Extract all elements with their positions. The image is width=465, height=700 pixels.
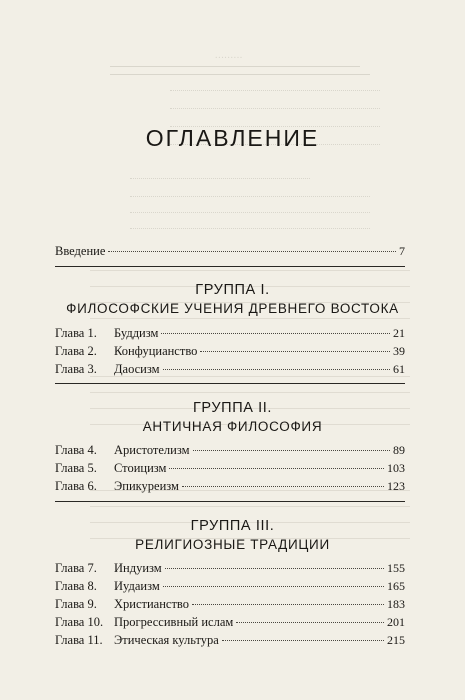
dot-leader <box>192 604 384 605</box>
divider-rule <box>55 501 405 502</box>
toc-page-number: 165 <box>387 579 405 593</box>
group-subtitle: АНТИЧНАЯ ФИЛОСОФИЯ <box>142 419 323 434</box>
toc-page-number: 39 <box>393 344 405 358</box>
chapter-number: Глава 7. <box>55 561 97 575</box>
chapter-title: Прогрессивный ислам <box>114 615 234 629</box>
divider-rule <box>55 266 405 267</box>
toc-entry-chapter-2 <box>55 344 405 362</box>
dot-leader <box>200 351 390 352</box>
chapter-title: Аристотелизм <box>114 443 190 457</box>
group-subtitle: ФИЛОСОФСКИЕ УЧЕНИЯ ДРЕВНЕГО ВОСТОКА <box>66 301 399 316</box>
chapter-number: Глава 8. <box>55 579 97 593</box>
dot-leader <box>193 450 390 451</box>
toc-page-number: 103 <box>387 461 405 475</box>
divider-rule <box>55 383 405 384</box>
chapter-number: Глава 2. <box>55 344 97 358</box>
chapter-number: Глава 3. <box>55 362 97 376</box>
toc-page-number: 123 <box>387 479 405 493</box>
dot-leader <box>222 640 384 641</box>
dot-leader <box>163 586 384 587</box>
toc-page-number: 155 <box>387 561 405 575</box>
dot-leader <box>236 622 384 623</box>
chapter-title: Буддизм <box>114 326 159 340</box>
toc-entry-chapter-5 <box>55 461 405 479</box>
group-heading: ГРУППА II. <box>192 400 273 416</box>
chapter-number: Глава 6. <box>55 479 97 493</box>
toc-entry-chapter-4 <box>55 443 405 461</box>
toc-entry-label: Введение <box>55 244 106 258</box>
dot-leader <box>161 333 390 334</box>
toc-entry-chapter-9 <box>55 597 405 615</box>
toc-entry-chapter-1 <box>55 326 405 344</box>
toc-page-number: 21 <box>393 326 405 340</box>
dot-leader <box>165 568 384 569</box>
toc-page-number: 215 <box>387 633 405 647</box>
chapter-number: Глава 11. <box>55 633 103 647</box>
chapter-title: Индуизм <box>114 561 162 575</box>
chapter-title: Эпикуреизм <box>114 479 179 493</box>
toc-page-number: 61 <box>393 362 405 376</box>
chapter-number: Глава 4. <box>55 443 97 457</box>
dot-leader <box>108 251 396 252</box>
dot-leader <box>163 369 390 370</box>
chapter-title: Этическая культура <box>114 633 219 647</box>
toc-entry-chapter-6 <box>55 479 405 497</box>
chapter-title: Иудаизм <box>114 579 160 593</box>
dot-leader <box>182 486 384 487</box>
chapter-number: Глава 10. <box>55 615 104 629</box>
toc-page-number: 89 <box>393 443 405 457</box>
chapter-number: Глава 9. <box>55 597 97 611</box>
bleed-through-texture: ......... <box>0 0 465 700</box>
toc-entry-chapter-11 <box>55 633 405 651</box>
chapter-title: Христианство <box>114 597 189 611</box>
chapter-number: Глава 5. <box>55 461 97 475</box>
group-heading: ГРУППА III. <box>190 518 275 534</box>
chapter-title: Конфуцианство <box>114 344 198 358</box>
toc-page-number: 183 <box>387 597 405 611</box>
toc-entry-chapter-8 <box>55 579 405 597</box>
dot-leader <box>169 468 384 469</box>
toc-page-number: 201 <box>387 615 405 629</box>
chapter-title: Стоицизм <box>114 461 167 475</box>
page-title: ОГЛАВЛЕНИЕ <box>145 125 320 151</box>
chapter-title: Даосизм <box>114 362 160 376</box>
toc-entry-introduction <box>55 244 405 262</box>
toc-page-number: 7 <box>399 244 405 258</box>
group-heading: ГРУППА I. <box>195 282 270 298</box>
toc-entry-chapter-3 <box>55 362 405 380</box>
toc-entry-chapter-7 <box>55 561 405 579</box>
group-subtitle: РЕЛИГИОЗНЫЕ ТРАДИЦИИ <box>135 537 330 552</box>
toc-entry-chapter-10 <box>55 615 405 633</box>
chapter-number: Глава 1. <box>55 326 97 340</box>
